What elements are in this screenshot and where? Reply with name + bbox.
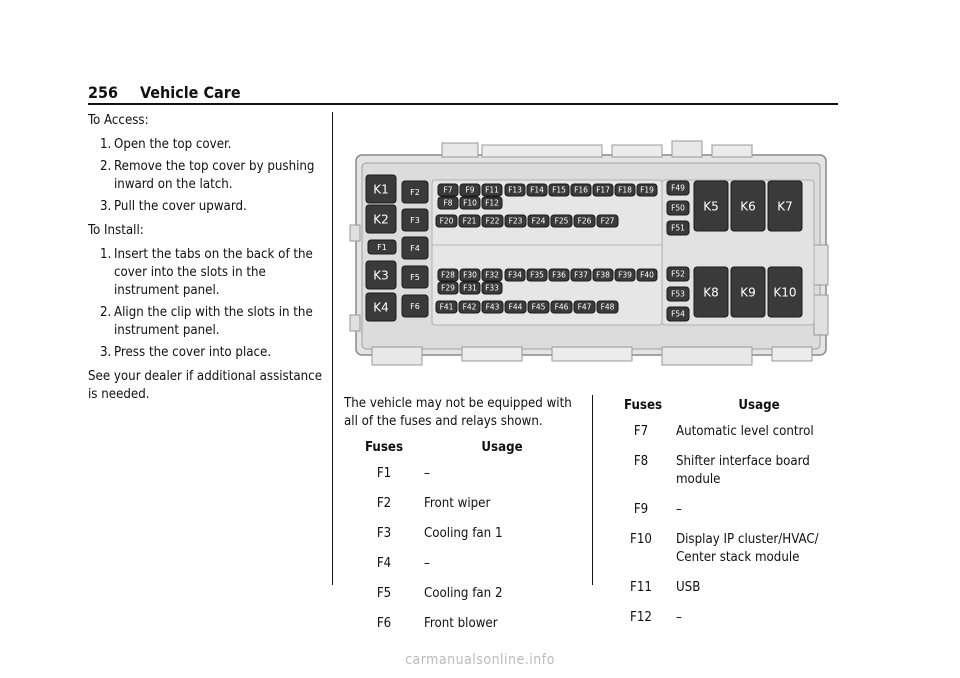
table-row [344,495,580,525]
fuse-cell: F9 [633,502,649,517]
fuse-f21 [459,215,480,227]
fuse-f24-label: F24 [531,216,546,226]
usage-cell: USB [676,580,701,595]
table-row [344,465,580,495]
fuse-f13 [505,184,525,196]
fuse-table-2 [606,397,842,639]
fuse-f31 [460,282,480,294]
fuse-cell: F2 [376,496,392,511]
fuse-f11 [482,184,502,196]
relay-k6 [731,181,765,231]
fuse-f8-label: F8 [443,198,453,208]
section-title: Vehicle Care [140,83,241,102]
fuse-table-column-2 [606,397,842,639]
list-item: 3. Pull the cover upward. [100,199,247,214]
fuse-f47-label: F47 [577,302,592,312]
relay-k10-label: K10 [773,285,797,300]
fuse-f15-label: F15 [552,185,566,195]
relay-k3 [366,261,396,289]
fuse-f46 [551,301,572,313]
fuse-f48-label: F48 [600,302,615,312]
fuse-f9 [460,184,480,196]
table-row [606,453,842,501]
fuse-f6-label: F6 [410,301,420,311]
fuse-f2 [402,181,428,203]
usage-cell: Cooling fan 1 [424,526,503,541]
fuse-f36 [549,269,569,281]
fuse-cell: F6 [376,616,392,631]
relay-k1-label: K1 [373,182,389,197]
fuse-f32 [482,269,502,281]
usage-cell: Automatic level control [676,424,814,439]
fuse-cell: F11 [630,580,652,595]
relay-k8 [694,267,728,317]
fuse-f6 [402,295,428,317]
fuse-f34-label: F34 [508,270,522,280]
fuse-f37-label: F37 [574,270,588,280]
fuse-f44-label: F44 [508,302,523,312]
fuse-f40-label: F40 [640,270,654,280]
list-item: 1. Insert the tabs on the back of the cover into the slots in the instrument panel. [100,247,313,298]
fuse-f7 [438,184,458,196]
fuse-f41-label: F41 [439,302,454,312]
fuse-f25-label: F25 [554,216,569,226]
fuse-f53 [667,287,689,301]
fuse-f4 [402,237,428,259]
usage-cell: – [424,466,430,481]
relay-k8-label: K8 [703,285,719,300]
fuse-f19-label: F19 [640,185,654,195]
fuse-f22 [482,215,503,227]
watermark: carmanualsonline.info [405,652,555,668]
fuse-f2-label: F2 [410,187,420,197]
table-row [344,525,580,555]
fuse-f40 [637,269,657,281]
fuse-f42 [459,301,480,313]
fuse-f3-label: F3 [410,215,420,225]
relay-k2 [366,205,396,233]
fuse-f41 [436,301,457,313]
fuse-f26 [574,215,595,227]
header-rule [88,103,838,105]
fuse-f27-label: F27 [600,216,615,226]
fuse-cell: F4 [376,556,392,571]
fuse-f48 [597,301,618,313]
fuse-f14-label: F14 [530,185,544,195]
relay-k10 [768,267,802,317]
fuse-f53-label: F53 [671,289,685,299]
fuse-cell: F3 [376,526,392,541]
fuse-f33-label: F33 [485,283,499,293]
fuse-f52 [667,267,689,281]
fuse-f32-label: F32 [485,270,499,280]
fuse-f37 [571,269,591,281]
install-steps [88,246,324,362]
relay-k4-label: K4 [373,300,389,315]
fuse-f17-label: F17 [596,185,610,195]
table-row [606,609,842,639]
fuse-f10-label: F10 [463,198,477,208]
fuse-f35 [527,269,547,281]
page-number: 256 [88,83,119,102]
table-row [606,531,842,579]
relay-k5 [694,181,728,231]
fuse-box-svg [342,135,832,370]
fuse-table-1 [344,439,580,645]
relay-k1 [366,175,396,203]
fuse-f12-label: F12 [485,198,499,208]
relay-k7 [768,181,802,231]
fuse-f23 [505,215,526,227]
fuse-f49 [667,181,689,195]
list-item: 1. Open the top cover. [100,137,232,152]
fuse-cell: F10 [630,532,652,547]
fuse-cell: F7 [633,424,649,439]
fuse-f46-label: F46 [554,302,569,312]
table-row [606,423,842,453]
usage-cell: Display IP cluster/HVAC/ Center stack module [676,532,819,565]
page-header [88,83,838,105]
intro-text: The vehicle may not be equipped with all of the fuses and relays shown. [344,396,572,429]
table-row [344,615,580,645]
fuse-f23-label: F23 [508,216,523,226]
fuse-box-diagram [342,135,832,370]
fuse-f8 [438,197,458,209]
usage-cell: – [424,556,430,571]
fuse-f47 [574,301,595,313]
list-item: 2. Remove the top cover by pushing inward on the latch. [100,159,315,192]
install-heading: To Install: [88,223,144,238]
fuse-f50-label: F50 [671,203,685,213]
relay-k5-label: K5 [703,199,719,214]
column-divider-1 [332,112,333,585]
relay-k3-label: K3 [373,268,389,283]
fuse-f18-label: F18 [618,185,632,195]
fuse-f31-label: F31 [463,283,477,293]
fuse-f52-label: F52 [671,269,685,279]
fuse-f38-label: F38 [596,270,610,280]
relay-k9 [731,267,765,317]
fuse-f13-label: F13 [508,185,522,195]
fuse-f20-label: F20 [439,216,454,226]
usage-cell: Front blower [424,616,498,631]
relay-k9-label: K9 [740,285,756,300]
fuse-f45 [528,301,549,313]
fuse-f16-label: F16 [574,185,588,195]
fuse-f5 [402,266,428,288]
fuse-f28-label: F28 [441,270,455,280]
fuse-f1-label: F1 [377,242,387,252]
access-steps [88,136,324,216]
list-item: 3. Press the cover into place. [100,345,272,360]
column-divider-2 [592,395,593,585]
fuse-f54-label: F54 [671,309,685,319]
table-header-row [606,397,842,423]
fuse-f27 [597,215,618,227]
fuse-f18 [615,184,635,196]
fuse-f54 [667,307,689,321]
fuse-f30-label: F30 [463,270,477,280]
relay-k2-label: K2 [373,212,389,227]
fuse-f28 [438,269,458,281]
fuse-f29 [438,282,458,294]
fuse-f34 [505,269,525,281]
table-header-row [344,439,580,465]
fuse-f1 [368,240,396,254]
fuse-cell: F8 [633,454,649,469]
fuse-f30 [460,269,480,281]
fuse-f25 [551,215,572,227]
fuse-f42-label: F42 [462,302,477,312]
fuse-f26-label: F26 [577,216,592,226]
relay-k6-label: K6 [740,199,756,214]
list-item: 2. Align the clip with the slots in the instrument panel. [100,305,313,338]
fuse-f36-label: F36 [552,270,566,280]
dealer-note: See your dealer if additional assistance is needed. [88,369,322,402]
fuse-f10 [460,197,480,209]
fuse-f4-label: F4 [410,243,420,253]
fuse-f24 [528,215,549,227]
fuse-f44 [505,301,526,313]
fuse-f9-label: F9 [465,185,475,195]
fuse-table-column-1 [344,395,580,645]
fuse-f15 [549,184,569,196]
fuse-f45-label: F45 [531,302,546,312]
fuse-f43 [482,301,503,313]
fuse-cell: F12 [630,610,652,625]
usage-column-header: Usage [738,398,780,413]
fuse-cell: F1 [376,466,392,481]
fuse-f33 [482,282,502,294]
fuse-f7-label: F7 [443,185,453,195]
fuse-f39-label: F39 [618,270,632,280]
usage-cell: Front wiper [424,496,491,511]
table-row [606,501,842,531]
fuse-f3 [402,209,428,231]
fuses-column-header: Fuses [364,440,404,455]
table-row [606,579,842,609]
fuse-f14 [527,184,547,196]
fuse-f51 [667,221,689,235]
relay-k7-label: K7 [777,199,793,214]
fuse-f5-label: F5 [410,272,420,282]
usage-column-header: Usage [481,440,523,455]
relay-k4 [366,293,396,321]
usage-cell: Cooling fan 2 [424,586,503,601]
fuse-f29-label: F29 [441,283,455,293]
fuse-f49-label: F49 [671,183,685,193]
fuse-f11-label: F11 [485,185,499,195]
fuse-f39 [615,269,635,281]
usage-cell: – [676,610,682,625]
fuse-f38 [593,269,613,281]
usage-cell: Shifter interface board module [676,454,810,487]
fuse-f21-label: F21 [462,216,477,226]
usage-cell: – [676,502,682,517]
table-row [344,555,580,585]
access-heading: To Access: [88,113,149,128]
fuse-f51-label: F51 [671,223,685,233]
fuse-f35-label: F35 [530,270,544,280]
fuse-f22-label: F22 [485,216,500,226]
fuse-f17 [593,184,613,196]
fuse-f50 [667,201,689,215]
instructions-column [88,112,324,410]
fuse-f20 [436,215,457,227]
table-row [344,585,580,615]
fuses-column-header: Fuses [624,398,663,413]
fuse-f19 [637,184,657,196]
fuse-f43-label: F43 [485,302,500,312]
fuse-f16 [571,184,591,196]
fuse-f12 [482,197,502,209]
fuse-cell: F5 [376,586,392,601]
